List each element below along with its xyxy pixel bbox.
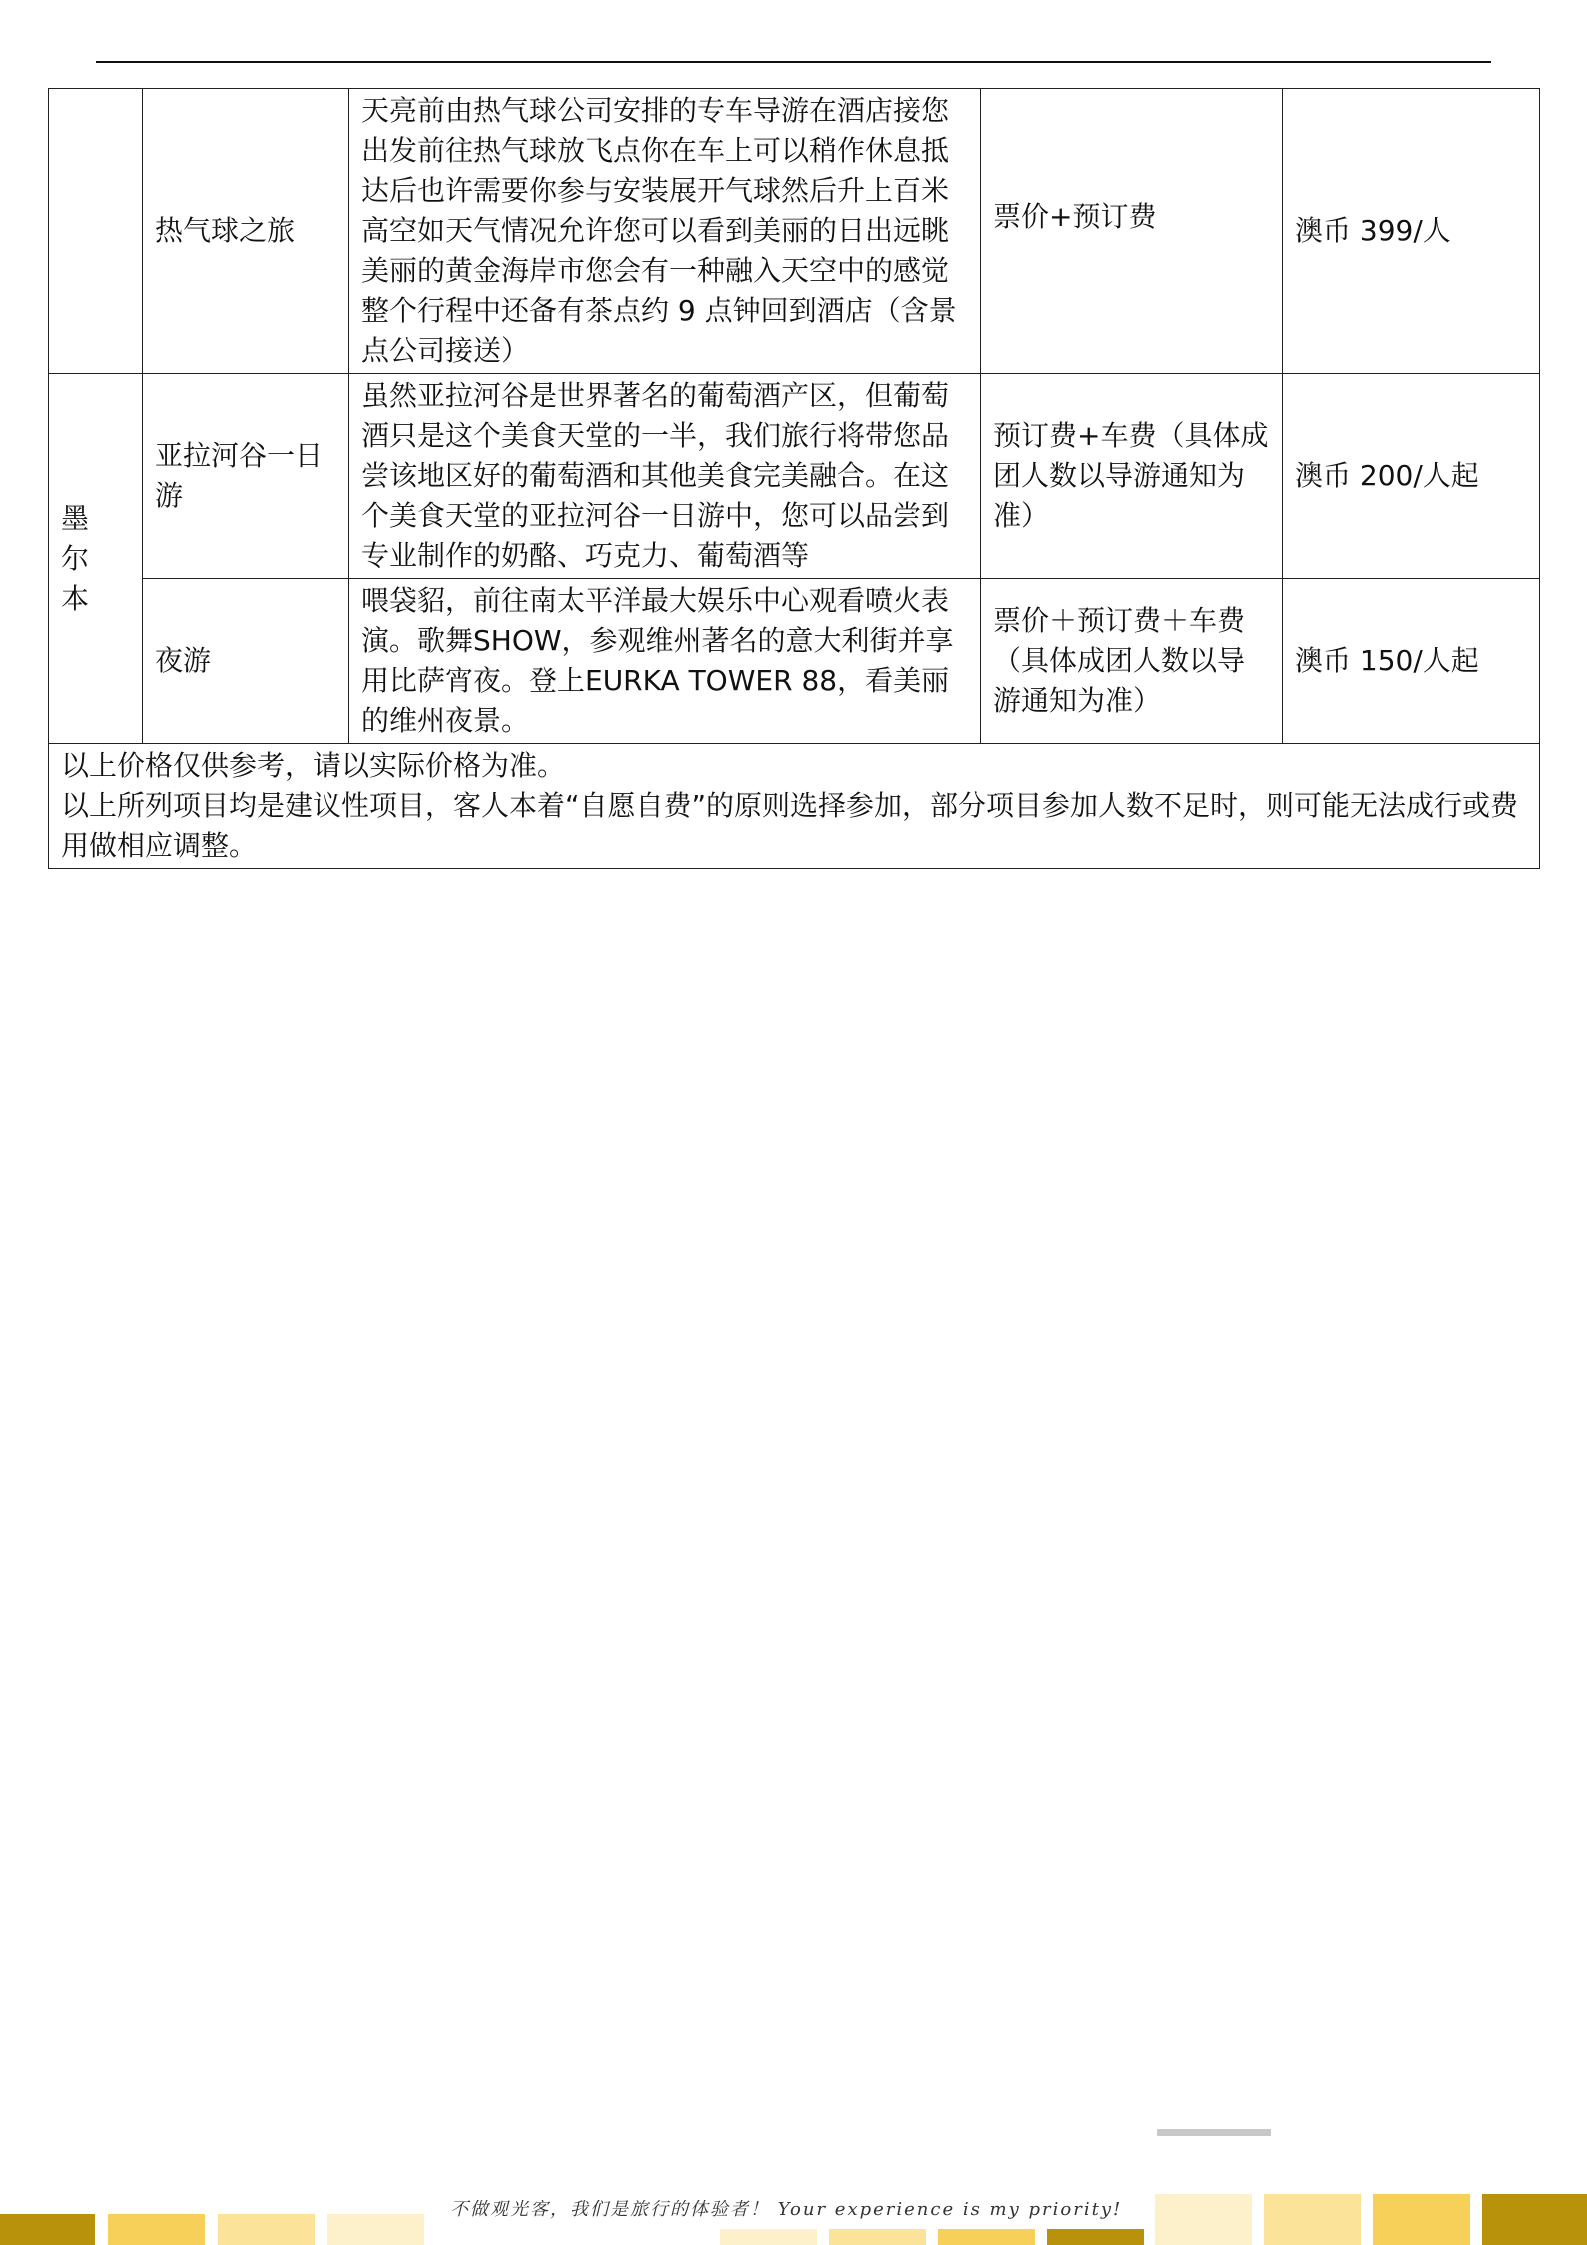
price-cell: 澳币 150/人起: [1283, 579, 1540, 744]
notes-row: [49, 744, 1540, 869]
price-cell: 澳币 399/人: [1283, 89, 1540, 374]
note-line: 以上价格仅供参考，请以实际价格为准。: [61, 749, 566, 782]
item-name-cell: 热气球之旅: [143, 89, 349, 374]
table-row: [49, 374, 1540, 579]
footer-color-block: [829, 2229, 926, 2245]
item-description-cell: 虽然亚拉河谷是世界著名的葡萄酒产区，但葡萄酒只是这个美食天堂的一半，我们旅行将带您品尝该地区好的葡萄酒和其他美食完美融合。在这个美食天堂的亚拉河谷一日游中，您可以品尝到专业制作的奶酪、巧克力、葡萄酒等: [349, 374, 981, 579]
table-row: [49, 579, 1540, 744]
note-line: 以上所列项目均是建议性项目，客人本着“自愿自费”的原则选择参加，部分项目参加人数不足时，则可能无法成行或费用做相应调整。: [61, 789, 1519, 862]
footer-color-block: [1047, 2229, 1144, 2245]
footer-color-block: [1264, 2194, 1361, 2245]
item-name-cell: 亚拉河谷一日游: [143, 374, 349, 579]
footer-color-block: [1482, 2194, 1587, 2245]
footer-color-block: [938, 2229, 1035, 2245]
footer-color-block: [1155, 2194, 1252, 2245]
footer-color-block: [0, 2214, 95, 2245]
footer-color-block: [108, 2214, 205, 2245]
footer-color-block: [327, 2214, 424, 2245]
notes-cell: [49, 744, 1540, 869]
footer-color-block: [1373, 2194, 1470, 2245]
fee-type-cell: 预订费+车费（具体成团人数以导游通知为准）: [981, 374, 1283, 579]
footer-color-block: [218, 2214, 315, 2245]
self-pay-items-table: [48, 88, 1540, 869]
footer-color-block: [720, 2229, 817, 2245]
price-cell: 澳币 200/人起: [1283, 374, 1540, 579]
fee-type-cell: 票价＋预订费＋车费（具体成团人数以导游通知为准）: [981, 579, 1283, 744]
city-cell: [49, 374, 143, 744]
city-cell-continued: [49, 89, 143, 374]
table-row: [49, 89, 1540, 374]
item-description-cell: 天亮前由热气球公司安排的专车导游在酒店接您出发前往热气球放飞点你在车上可以稍作休息抵达后也许需要你参与安装展开气球然后升上百米高空如天气情况允许您可以看到美丽的日出远眺美丽的黄金海岸市您会有一种融入天空中的感觉整个行程中还备有茶点约 9 点钟回到酒店（含景点公司接送）: [349, 89, 981, 374]
city-label: 墨尔本: [61, 501, 90, 615]
header-rule: [96, 61, 1491, 63]
footer-slogan: 不做观光客，我们是旅行的体验者！ Your experience is my priority!: [450, 2199, 1123, 2220]
fee-type-cell: 票价+预订费: [981, 89, 1283, 374]
page-marker-bar: [1157, 2129, 1271, 2136]
item-description-cell: 喂袋貂，前往南太平洋最大娱乐中心观看喷火表演。歌舞SHOW，参观维州著名的意大利街并享用比萨宵夜。登上EURKA TOWER 88，看美丽的维州夜景。: [349, 579, 981, 744]
item-name-cell: 夜游: [143, 579, 349, 744]
